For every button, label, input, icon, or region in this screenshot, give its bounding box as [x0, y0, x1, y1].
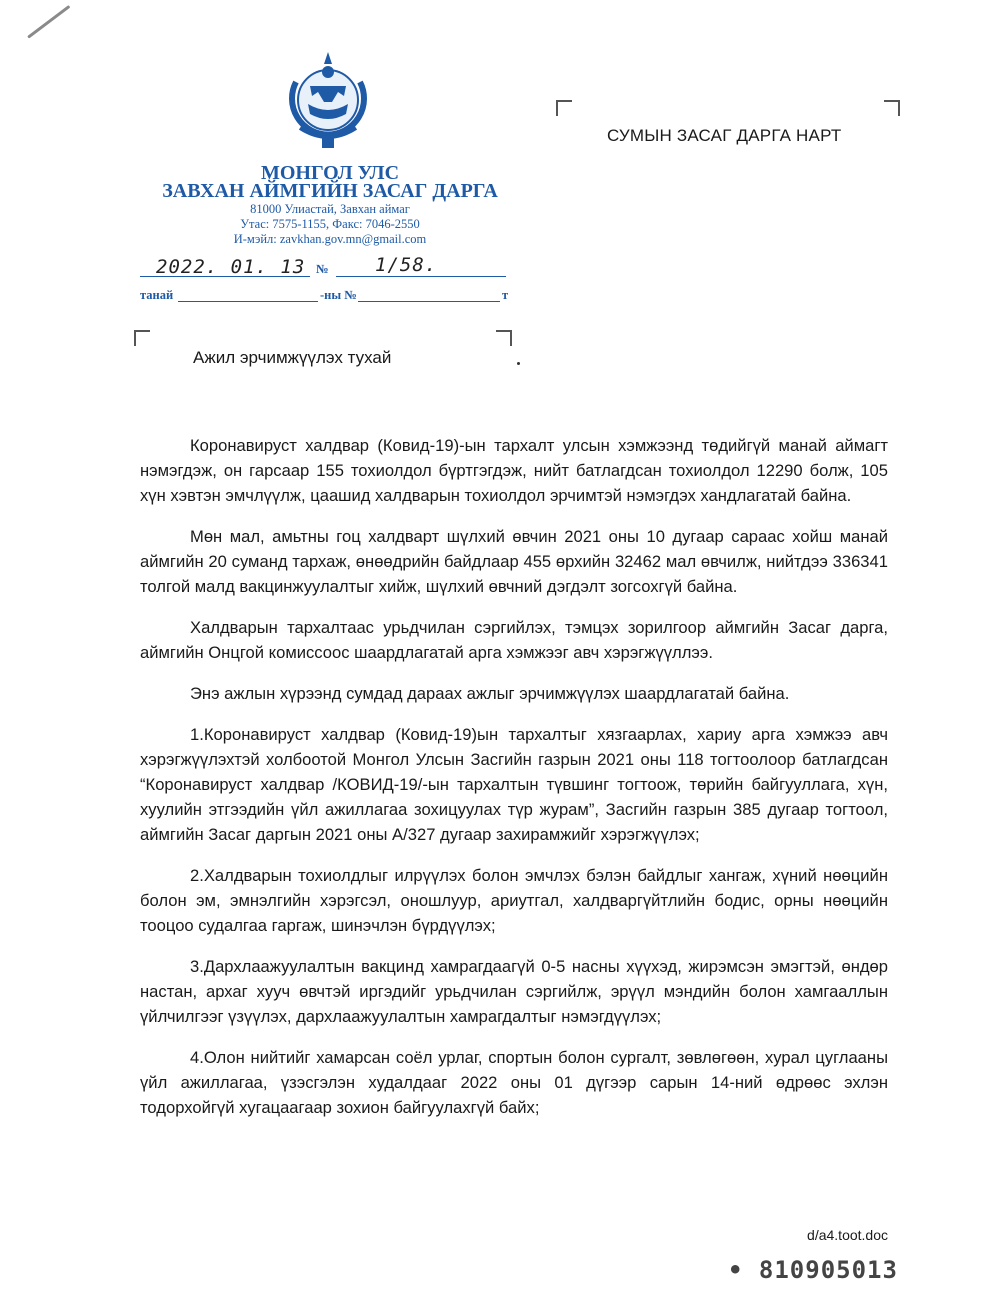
addressee: СУМЫН ЗАСАГ ДАРГА НАРТ	[607, 126, 842, 145]
subject-corner-right	[496, 330, 512, 346]
date-line	[140, 276, 310, 277]
paragraph: 4.Олон нийтийг хамарсан соёл урлаг, спортын болон сургалт, зөвлөгөөн, хурал цуглааны үйл ажиллагаа, үзэсгэлэн худалдааг 2022 оны 01 дүгээр сарын 14-ний өдрөөс эхлэн тодорхойгүй хугацаагаар зохион байгуулахгүй байх;	[140, 1048, 888, 1117]
addressee-corner-left	[556, 100, 572, 116]
paragraph: Коронавируст халдвар (Ковид-19)-ын тархалт улсын хэмжээнд төдийгүй манай аймагт нэмэгдэж, он гарсаар 155 тохиолдол бүртгэгдэж, нийт батлагдсан тохиолдол 12290 болж, 105 хүн хэвтэн эмчлүүлж, цаашид халдварын тохиолдол эрчимтэй нэмэгдэх хандлагатай байна.	[140, 436, 888, 505]
stray-dot	[517, 362, 520, 365]
document-file-reference: d/a4.toot.doc	[807, 1227, 888, 1243]
office-address: 81000 Улиастай, Завхан аймаг	[250, 202, 410, 216]
serial-stamp-number: • 810905013	[728, 1256, 898, 1284]
state-emblem-icon	[278, 42, 378, 154]
office-email: И-мэйл: zavkhan.gov.mn@gmail.com	[233, 232, 427, 246]
pen-scratch	[27, 5, 70, 39]
your-no-line	[358, 301, 500, 302]
paragraph: Халдварын тархалтаас урьдчилан сэргийлэх, тэмцэх зорилгоор аймгийн Засаг дарга, аймгийн Онцгой комиссоос шаардлагатай арга хэмжээг авч хэрэгжүүллээ.	[140, 618, 888, 662]
number-label: №	[316, 262, 329, 276]
your-ref-label: танай	[140, 288, 174, 302]
country-name: МОНГОЛ УЛС	[260, 162, 400, 184]
paragraph: Мөн мал, амьтны гоц халдварт шүлхий өвчин 2021 оны 10 дугаар сараас хойш манай аймгийн 20 суманд тархаж, өнөөдрийн байдлаар 455 өрхийн 32462 мал өвчилж, нийтдээ 336341 толгой малд вакцинжуулалтыг хийж, шүлхий өвчний дэгдэлт зогсохгүй байна.	[140, 527, 888, 596]
paragraph: 1.Коронавируст халдвар (Ковид-19)ын тархалтыг хязгаарлах, хариу арга хэмжээ авч хэрэгжүүлэхтэй холбоотой Монгол Улсын Засгийн газрын 2021 оны 118 тогтоолоор батлагдсан “Коронавируст халдвар /КОВИД-19/-ын тархалтын түвшинг тогтоож, төрийн байгууллага, хүн, хуулийн этгээдийн үйл ажиллагаа зохицуулах түр журам”, Засгийн газрын 385 дугаар тогтоол, аймгийн Засаг даргын 2021 оны А/327 дугаар захирамжийг хэрэгжүүлэх;	[140, 725, 888, 844]
letter-subject: Ажил эрчимжүүлэх тухай	[193, 348, 392, 367]
your-ref-line	[178, 301, 318, 302]
addressee-corner-right	[884, 100, 900, 116]
paragraph: 3.Дархлаажуулалтын вакцинд хамрагдаагүй 0-5 насны хүүхэд, жирэмсэн эмэгтэй, өндөр настан, архаг хууч өвчтэй иргэдийг урьдчилан сэргийлж, эрүүл мэндийн болон хамгааллын үйлчилгээг үзүүлэх, дархлаажуулалтын хамрагдалтыг нэмэгдүүлэх;	[140, 957, 888, 1026]
number-line	[336, 276, 506, 277]
paragraph: 2.Халдварын тохиолдлыг илрүүлэх болон эмчлэх бэлэн байдлыг хангаж, хүний нөөцийн болон эм, эмнэлгийн хэрэгсэл, оношлуур, ариутгал, халдваргүйтлийн бодис, орны нөөцийн тооцоо судалгаа гаргаж, шинэчлэн бүрдүүлэх;	[140, 866, 888, 935]
t-label: т	[502, 288, 509, 302]
subject-corner-left	[134, 330, 150, 346]
office-phone: Утас: 7575-1155, Факс: 7046-2550	[240, 217, 420, 231]
handwritten-number: 1/58.	[375, 254, 438, 276]
letter-body	[140, 433, 888, 1136]
your-no-label: -ны №	[320, 288, 357, 302]
paragraph: Энэ ажлын хүрээнд сумдад дараах ажлыг эрчимжүүлэх шаардлагатай байна.	[190, 684, 790, 703]
handwritten-date: 2022. 01. 13	[156, 256, 306, 278]
issuing-office: ЗАВХАН АЙМГИЙН ЗАСАГ ДАРГА	[162, 180, 498, 202]
